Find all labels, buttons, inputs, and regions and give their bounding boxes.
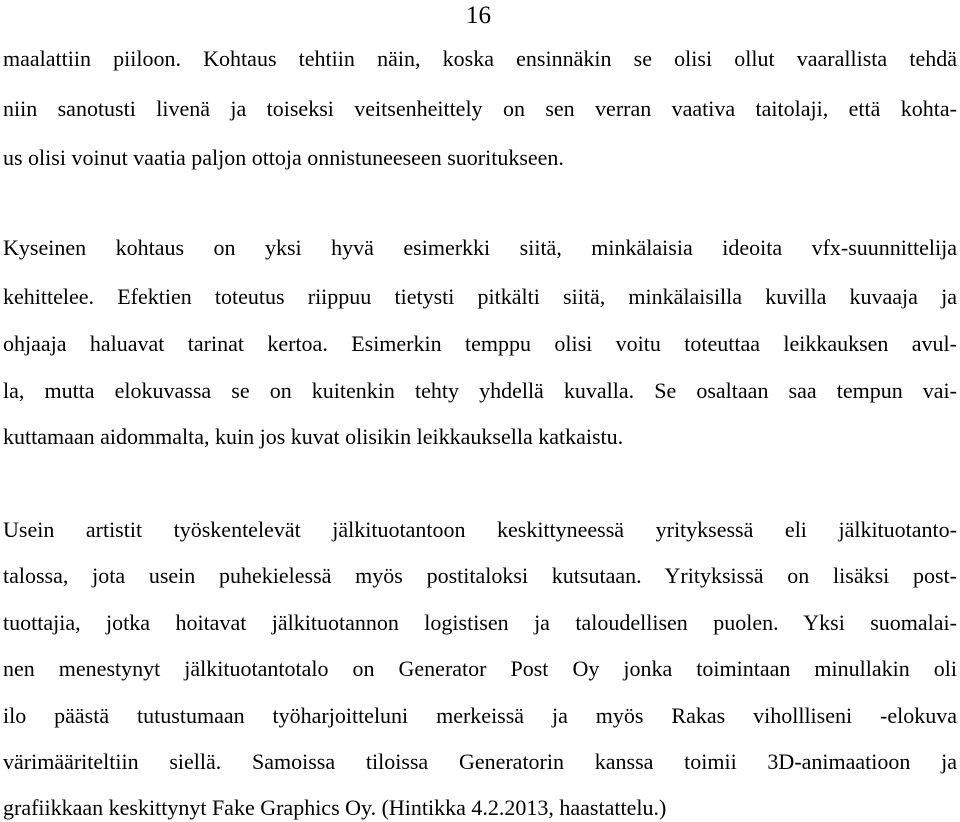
text-line: grafiikkaan keskittynyt Fake Graphics Oy. (Hintikka 4.2.2013, haastattelu.) [3,795,667,820]
text-line: värimääriteltiin siellä. Samoissa tiloissa Generatorin kanssa toimii 3D-animaatioon ja [3,749,957,774]
text-line: kuttamaan aidommalta, kuin jos kuvat olisikin leikkauksella katkaistu. [3,424,624,449]
text-line: Usein artistit työskentelevät jälkituotantoon keskittyneessä yrityksessä eli jälkituotanto- [3,517,957,542]
text-line: ohjaaja haluavat tarinat kertoa. Esimerkin temppu olisi voitu toteuttaa leikkauksen avul- [3,331,957,356]
text-line: la, mutta elokuvassa se on kuitenkin tehty yhdellä kuvalla. Se osaltaan saa tempun vai- [3,378,957,403]
text-line: tuottajia, jotka hoitavat jälkituotannon logistisen ja taloudellisen puolen. Yksi suomalai- [3,610,957,635]
text-line: us olisi voinut vaatia paljon ottoja onnistuneeseen suoritukseen. [3,145,564,170]
text-line: niin sanotusti livenä ja toiseksi veitsenheittely on sen verran vaativa taitolaji, että kohta- [3,96,957,121]
text-line: Kyseinen kohtaus on yksi hyvä esimerkki siitä, minkälaisia ideoita vfx-suunnittelija [3,235,957,260]
text-line: talossa, jota usein puhekielessä myös postitaloksi kutsutaan. Yrityksissä on lisäksi post- [3,563,957,588]
text-line: maalattiin piiloon. Kohtaus tehtiin näin, koska ensinnäkin se olisi ollut vaarallista tehdä [3,46,957,71]
page-number: 16 [466,2,491,29]
text-line: kehittelee. Efektien toteutus riippuu tietysti pitkälti siitä, minkälaisilla kuvilla kuvaaja ja [3,284,957,309]
text-line: nen menestynyt jälkituotantotalo on Generator Post Oy jonka toimintaan minullakin oli [3,656,957,681]
text-line: ilo päästä tutustumaan työharjoitteluni merkeissä ja myös Rakas vihollliseni -elokuva [3,703,957,728]
